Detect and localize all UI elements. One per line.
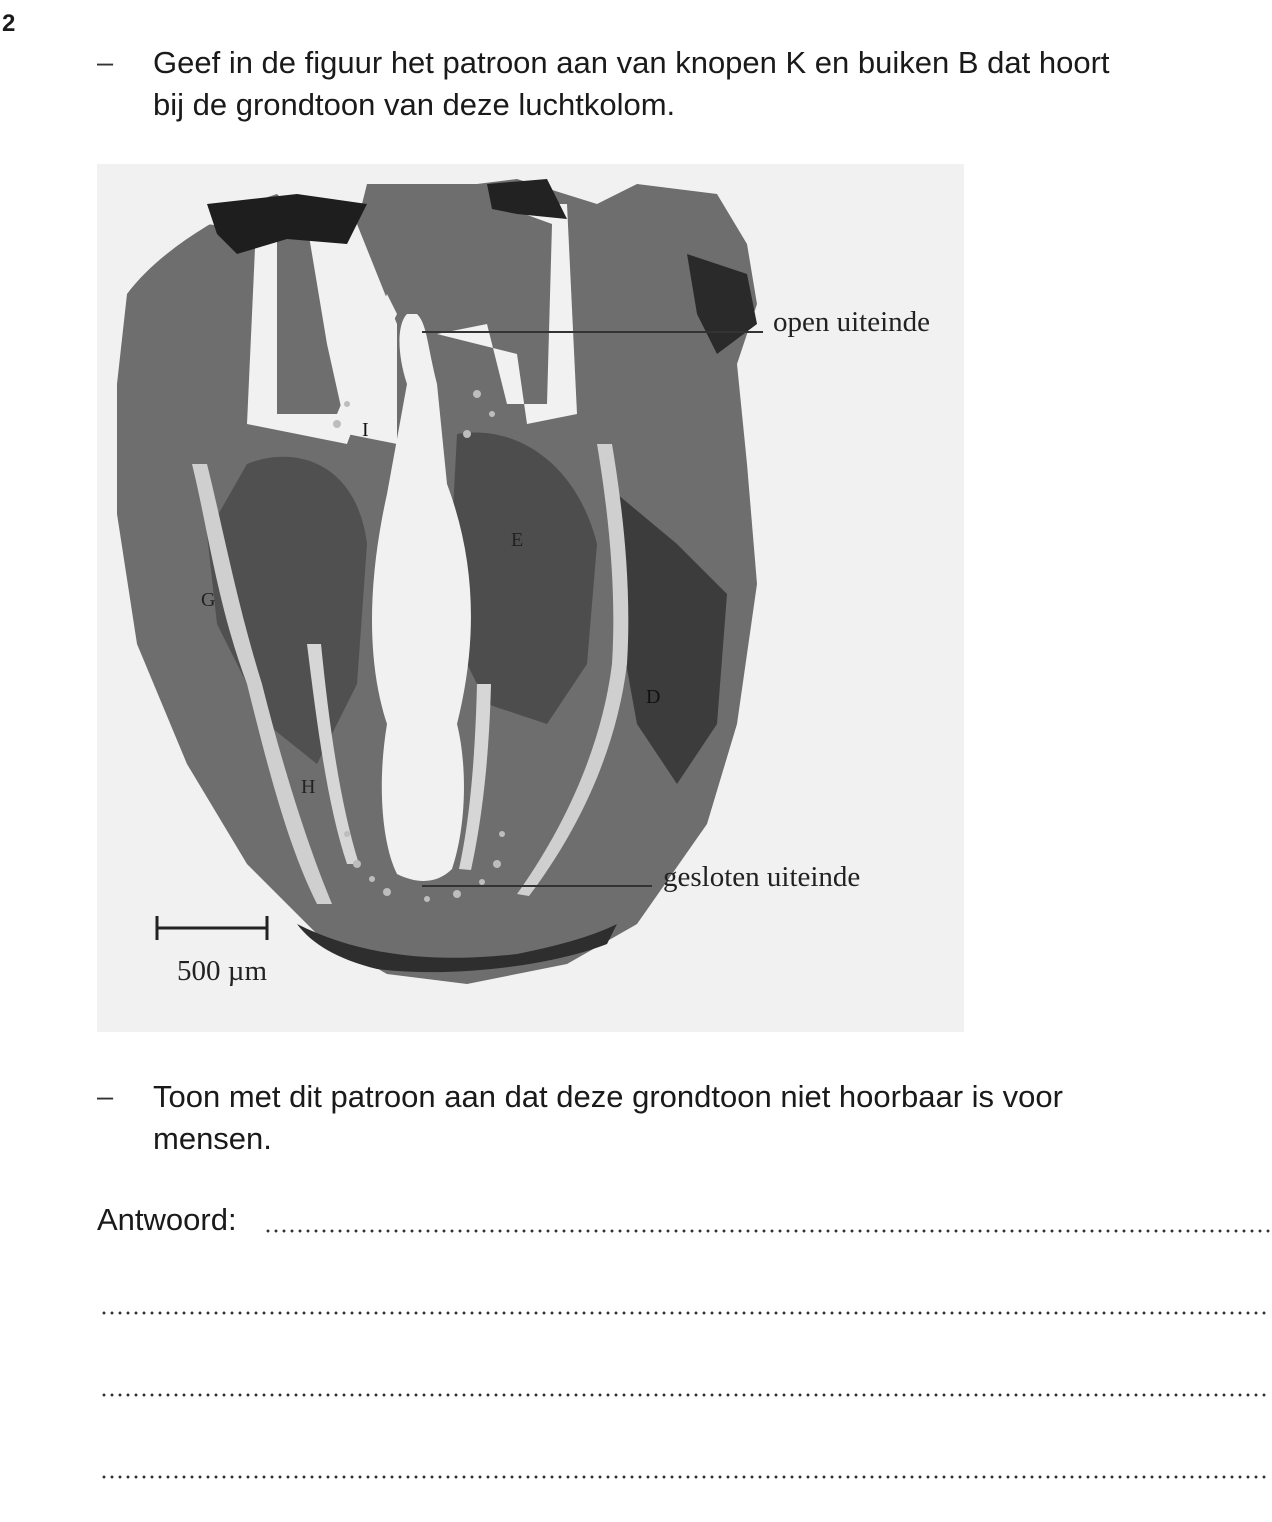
- answer-label: Antwoord:: [97, 1202, 237, 1237]
- tissue-letter-i: I: [362, 419, 369, 441]
- instruction-2-line-1: Toon met dit patroon aan dat deze grondtoon niet hoorbaar is voor: [153, 1079, 1063, 1114]
- tissue-letter-h: H: [301, 776, 316, 798]
- closed-end-label: gesloten uiteinde: [663, 861, 861, 893]
- instruction-2: [153, 1076, 1263, 1160]
- cross-section-figure: [97, 164, 964, 1032]
- question-number: 2: [2, 10, 16, 37]
- answer-line-1[interactable]: [264, 1228, 1270, 1234]
- instruction-1: [153, 42, 1263, 126]
- tissue-letter-g: G: [201, 589, 216, 611]
- scale-bar: [157, 916, 267, 940]
- answer-line-2[interactable]: [100, 1310, 1270, 1316]
- open-end-label: open uiteinde: [773, 306, 931, 338]
- bullet-1: –: [97, 47, 114, 79]
- answer-line-3[interactable]: [100, 1392, 1270, 1398]
- bullet-2: –: [97, 1081, 114, 1113]
- instruction-1-line-2: bij de grondtoon van deze luchtkolom.: [153, 87, 676, 122]
- instruction-2-line-2: mensen.: [153, 1121, 272, 1156]
- answer-line-4[interactable]: [100, 1474, 1270, 1480]
- scale-bar-label: 500 µm: [177, 955, 268, 987]
- instruction-1-line-1: Geef in de figuur het patroon aan van knopen K en buiken B dat hoort: [153, 45, 1110, 80]
- tissue-letter-d: D: [646, 686, 661, 708]
- tissue-cross-section-image: [97, 164, 964, 1032]
- tissue-letter-e: E: [511, 529, 524, 551]
